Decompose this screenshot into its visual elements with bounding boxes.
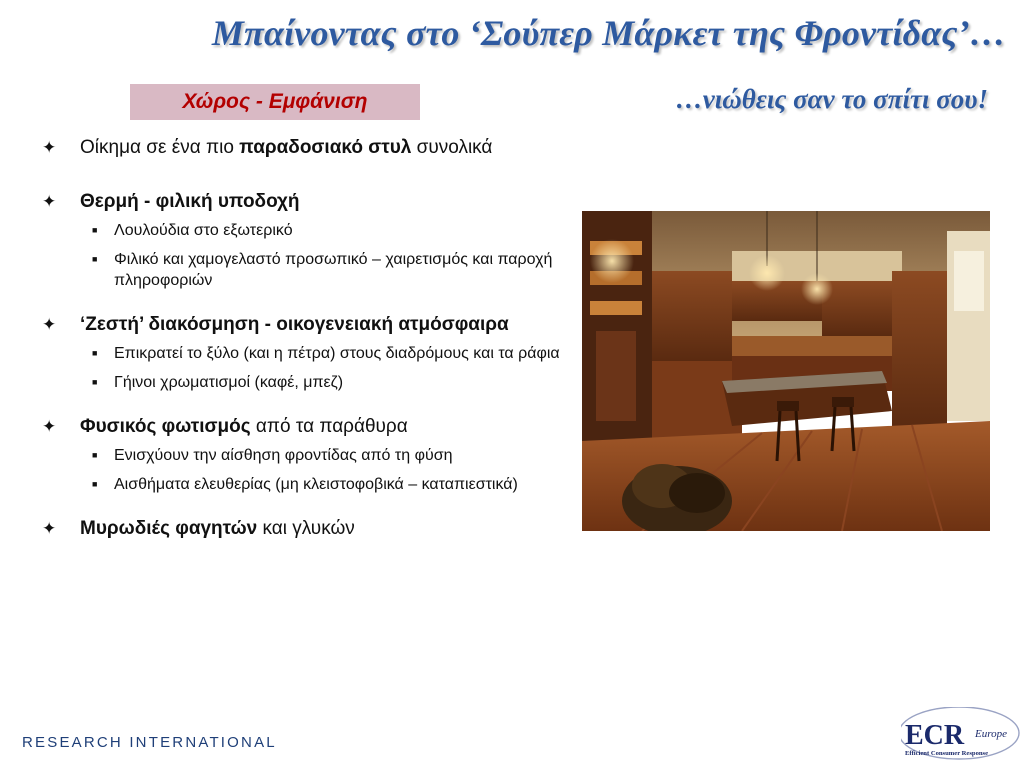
section-label-text: Χώρος - Εμφάνιση <box>182 90 368 113</box>
sub-bullet-list <box>80 220 572 291</box>
logo-europe-text: Europe <box>975 728 1007 740</box>
sub-bullet-item <box>80 220 572 241</box>
sub-bullet-text: Επικρατεί το ξύλο (και η πέτρα) στους διαδρόμους και τα ράφια <box>114 345 560 362</box>
sub-bullet-text: Γήινοι χρωματισμοί (καφέ, μπεζ) <box>114 374 344 391</box>
square-bullet-icon: ■ <box>92 450 98 460</box>
interior-photo <box>582 211 990 531</box>
sub-bullet-text: Αισθήματα ελευθερίας (μη κλειστοφοβικά – καταπιεστικά) <box>114 476 518 493</box>
bullet-text-bold: Φυσικός φωτισμός <box>80 416 251 437</box>
sub-bullet-list <box>80 343 572 393</box>
sub-bullet-item <box>80 343 572 364</box>
sub-bullet-text: Ενισχύουν την αίσθηση φροντίδας από τη φύση <box>114 447 453 464</box>
square-bullet-icon: ■ <box>92 225 98 235</box>
bullet-text-pre: Οίκημα σε ένα πιο <box>80 137 240 158</box>
bullet-text-bold: παραδοσιακό στυλ <box>239 137 412 158</box>
bullet-text-post: συνολικά <box>411 137 493 158</box>
slide-subtitle: …νιώθεις σαν το σπίτι σου! <box>675 84 988 114</box>
bullet-text-post: και γλυκών <box>257 518 355 539</box>
slide-title: Μπαίνοντας στο ‘Σούπερ Μάρκετ της Φροντίδας’… <box>211 13 1006 53</box>
logo-tagline-text: Efficient Consumer Response <box>905 750 989 757</box>
sub-bullet-item <box>80 474 572 495</box>
square-bullet-icon: ■ <box>92 254 98 264</box>
four-point-star-icon: ✦ <box>42 315 57 334</box>
section-label <box>130 84 420 120</box>
sub-bullet-item <box>80 249 572 291</box>
bullet-text-bold: ‘Ζεστή’ διακόσμηση - οικογενειακή ατμόσφαιρα <box>80 314 509 335</box>
square-bullet-icon: ■ <box>92 348 98 358</box>
bullet-item <box>42 136 572 160</box>
square-bullet-icon: ■ <box>92 377 98 387</box>
bullet-text-bold: Θερμή - φιλική υποδοχή <box>80 191 300 212</box>
four-point-star-icon: ✦ <box>42 192 57 211</box>
square-bullet-icon: ■ <box>92 479 98 489</box>
bullet-item <box>42 190 572 291</box>
sub-bullet-item <box>80 445 572 466</box>
sub-bullet-text: Λουλούδια στο εξωτερικό <box>114 222 293 239</box>
four-point-star-icon: ✦ <box>42 138 57 157</box>
bullet-text-post: από τα παράθυρα <box>250 416 408 437</box>
bullet-item <box>42 313 572 393</box>
sub-bullet-item <box>80 372 572 393</box>
logo-main-text: ECR <box>905 720 965 751</box>
sub-bullet-list <box>80 445 572 495</box>
four-point-star-icon: ✦ <box>42 519 57 538</box>
four-point-star-icon: ✦ <box>42 417 57 436</box>
ecr-europe-logo <box>901 707 1021 765</box>
bullet-item <box>42 415 572 495</box>
bullet-text-bold: Μυρωδιές φαγητών <box>80 518 258 539</box>
bullet-list <box>42 136 572 571</box>
sub-bullet-text: Φιλικό και χαμογελαστό προσωπικό – χαιρετισμός και παροχή πληροφοριών <box>114 251 553 289</box>
bullet-item <box>42 517 572 541</box>
research-international-logo: RESEARCH INTERNATIONAL <box>22 734 277 751</box>
